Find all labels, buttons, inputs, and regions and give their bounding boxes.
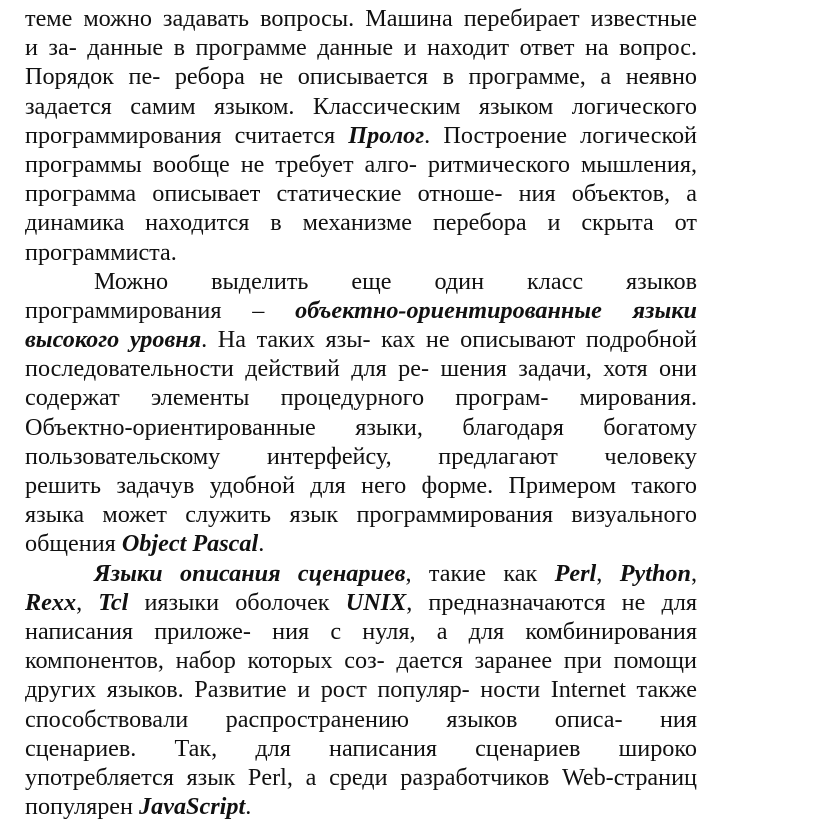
term-object-pascal: Object Pascal — [121, 530, 259, 558]
term-high-level: высокого уровня — [25, 326, 202, 354]
text-line: языка может служить язык программирования визуального — [25, 501, 697, 529]
text-line: Объектно-ориентированные языки, благодаря богатому — [25, 413, 697, 441]
paragraph-scripting-languages — [25, 559, 697, 822]
paragraph-object-oriented — [25, 267, 697, 559]
text-line — [25, 559, 697, 588]
text-run: . — [245, 793, 252, 821]
text-line — [25, 588, 697, 617]
text-run: , — [690, 559, 698, 587]
text-line: Порядок пе- ребора не описывается в программе, а неявно — [25, 63, 697, 91]
text-line: употребляется язык Perl, а среди разработчиков Web-страниц — [25, 763, 697, 791]
text-line: программы вообще не требует алго- ритмического мышления, — [25, 150, 697, 178]
text-line: способствовали распространению языков описа- ния — [25, 705, 697, 733]
text-line — [25, 121, 697, 150]
text-line: программа описывает статические отноше- ния объектов, а — [25, 180, 697, 208]
text-line: задается самим языком. Классическим языком логического — [25, 92, 697, 120]
term-python: Python — [619, 559, 691, 587]
text-run: . Построение логической — [424, 121, 698, 149]
term-prolog: Пролог — [348, 121, 425, 149]
text-run: . На таких язы- ках не описывают подробной — [201, 326, 697, 354]
text-run: программирования считается — [25, 121, 349, 149]
term-scripting-languages: Языки описания сценариев — [94, 559, 406, 587]
text-line: теме можно задавать вопросы. Машина перебирает известные — [25, 5, 697, 32]
text-line: компонентов, набор которых соз- дается заранее при помощи — [25, 647, 697, 675]
text-run: , — [76, 588, 99, 616]
text-line: содержат элементы процедурного програм- мирования. — [25, 384, 697, 412]
text-run: популярен — [25, 793, 140, 821]
text-run: , — [596, 559, 620, 587]
text-line: других языков. Развитие и рост популяр- ности Internet также — [25, 676, 697, 704]
text-line: программиста. — [25, 238, 177, 266]
term-perl: Perl — [554, 559, 597, 587]
text-line — [25, 792, 697, 821]
text-line: написания приложе- ния с нуля, а для комбинирования — [25, 617, 697, 645]
term-tcl: Tcl — [98, 588, 129, 616]
text-line: Можно выделить еще один класс языков — [94, 267, 697, 295]
text-run: иязыки оболочек — [128, 588, 346, 616]
text-line: пользовательскому интерфейсу, предлагают человеку — [25, 442, 697, 470]
text-run: , предназначаются не для — [406, 588, 698, 616]
text-line — [25, 296, 697, 325]
paragraph-logic-programming — [25, 4, 697, 267]
text-run: . — [258, 530, 265, 558]
term-rexx: Rexx — [25, 588, 77, 616]
text-line: динамика находится в механизме перебора и скрыта от — [25, 209, 697, 237]
text-line — [25, 529, 697, 558]
text-line: и за- данные в программе данные и находит ответ на вопрос. — [25, 34, 697, 62]
term-javascript: JavaScript — [139, 793, 246, 821]
document-page — [25, 4, 697, 821]
text-line: сценариев. Так, для написания сценариев широко — [25, 734, 697, 762]
text-line: решить задачув удобной для него форме. Примером такого — [25, 472, 697, 499]
term-unix: UNIX — [345, 588, 407, 616]
text-run: , такие как — [405, 559, 555, 587]
text-line: последовательности действий для ре- шения задачи, хотя они — [25, 355, 697, 383]
term-oop-languages: объектно-ориентированные языки — [295, 296, 697, 324]
text-line — [25, 325, 697, 354]
text-run: общения — [25, 530, 122, 558]
text-run: программирования – — [25, 296, 296, 324]
